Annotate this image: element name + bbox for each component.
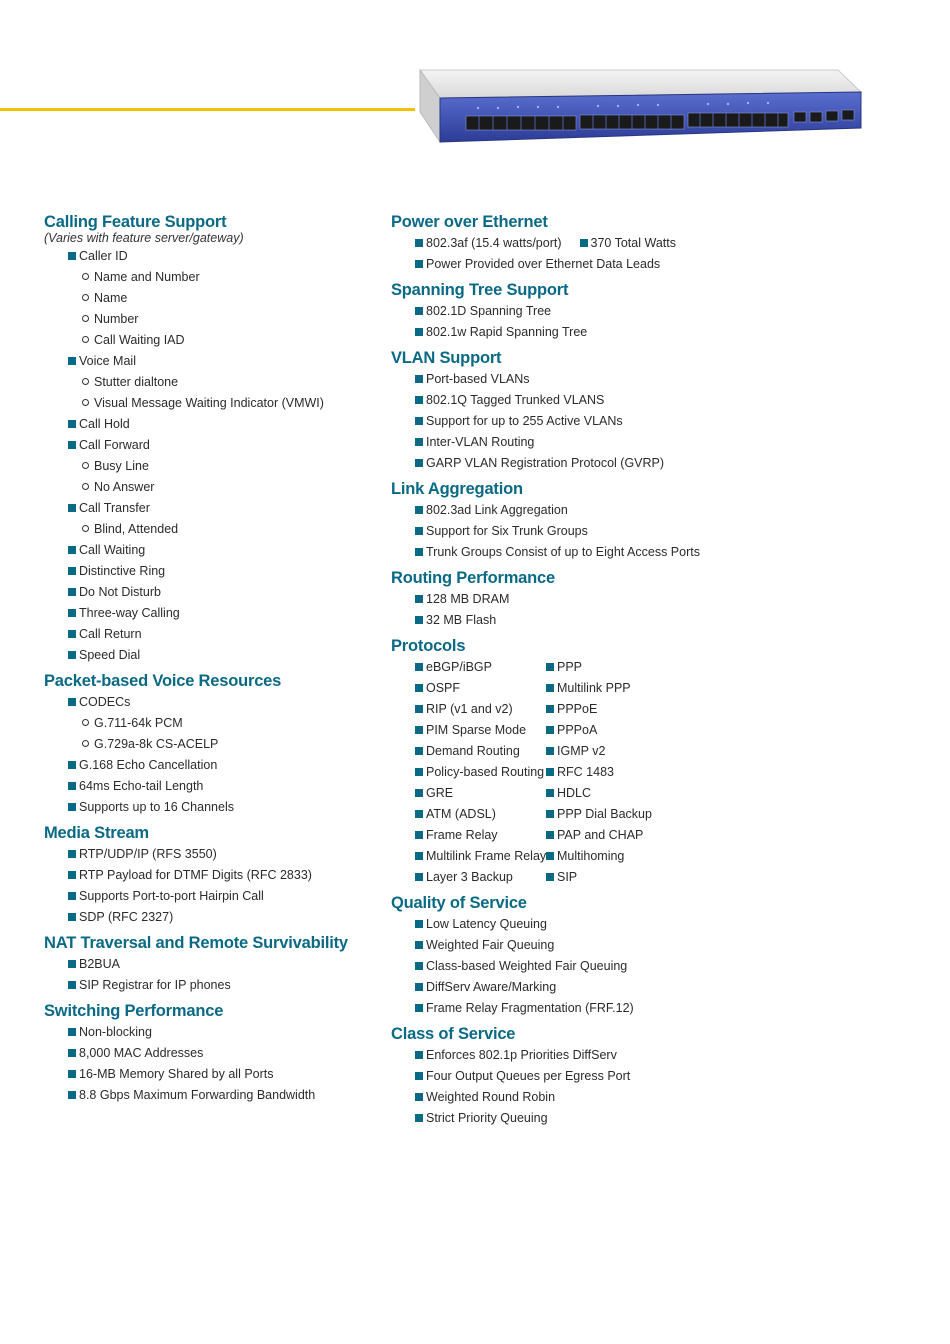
square-bullet-icon [415,527,423,535]
square-bullet-icon [68,609,76,617]
square-bullet-icon [415,396,423,404]
square-bullet-icon [68,782,76,790]
section-title: Routing Performance [391,569,555,587]
list-item: Low Latency Queuing [391,914,731,935]
list-item: Layer 3 Backup [391,867,546,888]
list-item: Weighted Fair Queuing [391,935,731,956]
list-item: Call Waiting [44,540,364,561]
square-bullet-icon [415,260,423,268]
list-item: ATM (ADSL) [391,804,546,825]
list-item: SIP [546,867,701,888]
square-bullet-icon [546,810,554,818]
list-item: Caller ID [44,246,364,267]
square-bullet-icon [415,506,423,514]
circle-bullet-icon [82,399,89,406]
list-item: PPP [546,657,701,678]
section-title: Packet-based Voice Resources [44,672,282,690]
square-bullet-icon [68,1070,76,1078]
square-bullet-icon [68,1049,76,1057]
square-bullet-icon [68,441,76,449]
square-bullet-icon [68,630,76,638]
square-bullet-icon [68,850,76,858]
list-item: OSPF [391,678,546,699]
square-bullet-icon [415,548,423,556]
square-bullet-icon [415,1114,423,1122]
list-item: Call Hold [44,414,364,435]
list-item: 64ms Echo-tail Length [44,776,364,797]
section-title: Spanning Tree Support [391,281,569,299]
square-bullet-icon [546,831,554,839]
list-item: RFC 1483 [546,762,701,783]
square-bullet-icon [415,768,423,776]
list-item: SDP (RFC 2327) [44,907,364,928]
list-item: PIM Sparse Mode [391,720,546,741]
square-bullet-icon [546,663,554,671]
list-item: GRE [391,783,546,804]
square-bullet-icon [415,438,423,446]
list-item: Distinctive Ring [44,561,364,582]
list-item: B2BUA [44,954,364,975]
right-sections-group-b [391,892,731,1129]
list-item: Speed Dial [44,645,364,666]
square-bullet-icon [68,1028,76,1036]
sub-list-item: No Answer [44,477,364,498]
sub-list-item: Stutter dialtone [44,372,364,393]
list-item: Multilink Frame Relay [391,846,546,867]
list-item: 802.3ad Link Aggregation [391,500,731,521]
square-bullet-icon [415,873,423,881]
square-bullet-icon [415,920,423,928]
section-spanning-tree-support [391,279,731,343]
section-calling-feature-support [44,211,364,666]
circle-bullet-icon [82,462,89,469]
list-item: 802.1Q Tagged Trunked VLANS [391,390,731,411]
list-item: 8,000 MAC Addresses [44,1043,364,1064]
square-bullet-icon [580,239,588,247]
section-link-aggregation [391,478,731,563]
square-bullet-icon [415,459,423,467]
list-item: Do Not Disturb [44,582,364,603]
circle-bullet-icon [82,740,89,747]
list-item: SIP Registrar for IP phones [44,975,364,996]
list-item: Demand Routing [391,741,546,762]
sub-list-item: Busy Line [44,456,364,477]
sub-list-item: Name [44,288,364,309]
square-bullet-icon [68,420,76,428]
sub-list-item: Name and Number [44,267,364,288]
square-bullet-icon [68,871,76,879]
list-item: Multilink PPP [546,678,701,699]
square-bullet-icon [415,375,423,383]
protocols-column-2 [546,657,701,888]
list-item: Three-way Calling [44,603,364,624]
list-item: 802.1w Rapid Spanning Tree [391,322,731,343]
square-bullet-icon [415,1072,423,1080]
square-bullet-icon [68,567,76,575]
list-item: Non-blocking [44,1022,364,1043]
square-bullet-icon [415,747,423,755]
list-item: Port-based VLANs [391,369,731,390]
square-bullet-icon [68,588,76,596]
list-item: Four Output Queues per Egress Port [391,1066,731,1087]
square-bullet-icon [415,328,423,336]
list-item: RTP/UDP/IP (RFS 3550) [44,844,364,865]
square-bullet-icon [68,504,76,512]
circle-bullet-icon [82,336,89,343]
square-bullet-icon [68,960,76,968]
sub-list-item: Call Waiting IAD [44,330,364,351]
square-bullet-icon [415,1051,423,1059]
square-bullet-icon [415,307,423,315]
list-item: CODECs [44,692,364,713]
list-item: Inter-VLAN Routing [391,432,731,453]
square-bullet-icon [68,913,76,921]
list-item: Call Return [44,624,364,645]
list-item: HDLC [546,783,701,804]
list-item: PPPoA [546,720,701,741]
list-item: Call Transfer [44,498,364,519]
list-item: G.168 Echo Cancellation [44,755,364,776]
square-bullet-icon [415,852,423,860]
circle-bullet-icon [82,719,89,726]
section-title: Media Stream [44,824,149,842]
list-item: 370 Total Watts [580,233,676,254]
sub-list-item: Number [44,309,364,330]
section-routing-performance [391,567,731,631]
list-item: Weighted Round Robin [391,1087,731,1108]
circle-bullet-icon [82,378,89,385]
sub-list-item: Visual Message Waiting Indicator (VMWI) [44,393,364,414]
list-item: PPP Dial Backup [546,804,701,825]
circle-bullet-icon [82,294,89,301]
square-bullet-icon [546,852,554,860]
section-title: VLAN Support [391,349,502,367]
list-item: 802.1D Spanning Tree [391,301,731,322]
list-item: Supports up to 16 Channels [44,797,364,818]
square-bullet-icon [415,595,423,603]
square-bullet-icon [415,239,423,247]
list-item: 16-MB Memory Shared by all Ports [44,1064,364,1085]
list-item: Policy-based Routing [391,762,546,783]
list-item: PAP and CHAP [546,825,701,846]
network-switch-image [418,68,863,146]
section-title: Class of Service [391,1025,516,1043]
list-item: Trunk Groups Consist of up to Eight Access Ports [391,542,731,563]
section-title: Link Aggregation [391,480,523,498]
list-item: Strict Priority Queuing [391,1108,731,1129]
list-item: Frame Relay [391,825,546,846]
list-item: PPPoE [546,699,701,720]
square-bullet-icon [546,768,554,776]
section-title: Protocols [391,637,466,655]
square-bullet-icon [68,357,76,365]
section-nat-traversal [44,932,364,996]
section-protocols [391,635,731,888]
sub-list-item: G.711-64k PCM [44,713,364,734]
square-bullet-icon [415,789,423,797]
list-item: 128 MB DRAM [391,589,731,610]
square-bullet-icon [68,1091,76,1099]
sub-list-item: G.729a-8k CS-ACELP [44,734,364,755]
square-bullet-icon [68,981,76,989]
square-bullet-icon [68,252,76,260]
square-bullet-icon [546,726,554,734]
square-bullet-icon [415,726,423,734]
section-title: Switching Performance [44,1002,224,1020]
right-column [391,211,731,1133]
square-bullet-icon [415,831,423,839]
section-packet-voice-resources [44,670,364,818]
list-item: eBGP/iBGP [391,657,546,678]
square-bullet-icon [415,417,423,425]
circle-bullet-icon [82,525,89,532]
circle-bullet-icon [82,315,89,322]
section-title: NAT Traversal and Remote Survivability [44,934,348,952]
square-bullet-icon [68,546,76,554]
list-item: Call Forward [44,435,364,456]
square-bullet-icon [415,705,423,713]
list-item: 802.3af (15.4 watts/port) [391,233,562,254]
square-bullet-icon [415,663,423,671]
square-bullet-icon [415,983,423,991]
square-bullet-icon [415,1093,423,1101]
list-item: Support for Six Trunk Groups [391,521,731,542]
list-item: 8.8 Gbps Maximum Forwarding Bandwidth [44,1085,364,1106]
list-item: GARP VLAN Registration Protocol (GVRP) [391,453,731,474]
section-switching-performance [44,1000,364,1106]
list-item: Frame Relay Fragmentation (FRF.12) [391,998,731,1019]
section-class-of-service [391,1023,731,1129]
section-power-over-ethernet [391,211,731,275]
header-accent-rule [0,108,415,111]
list-item: RIP (v1 and v2) [391,699,546,720]
section-title: Calling Feature Support [44,213,227,231]
list-item: Support for up to 255 Active VLANs [391,411,731,432]
square-bullet-icon [68,761,76,769]
square-bullet-icon [415,616,423,624]
square-bullet-icon [68,803,76,811]
left-column [44,211,364,1110]
list-item: Power Provided over Ethernet Data Leads [391,254,731,275]
square-bullet-icon [68,651,76,659]
section-vlan-support [391,347,731,474]
list-item: Enforces 802.1p Priorities DiffServ [391,1045,731,1066]
square-bullet-icon [546,873,554,881]
section-quality-of-service [391,892,731,1019]
section-subtitle: (Varies with feature server/gateway) [44,231,244,245]
square-bullet-icon [415,1004,423,1012]
square-bullet-icon [415,962,423,970]
list-item: 32 MB Flash [391,610,731,631]
square-bullet-icon [546,705,554,713]
circle-bullet-icon [82,273,89,280]
right-sections-group-a [391,279,731,631]
square-bullet-icon [68,698,76,706]
list-item: RTP Payload for DTMF Digits (RFC 2833) [44,865,364,886]
section-title: Power over Ethernet [391,213,548,231]
list-item: DiffServ Aware/Marking [391,977,731,998]
circle-bullet-icon [82,483,89,490]
list-item: Class-based Weighted Fair Queuing [391,956,731,977]
list-item: Supports Port-to-port Hairpin Call [44,886,364,907]
list-item: Voice Mail [44,351,364,372]
square-bullet-icon [546,747,554,755]
square-bullet-icon [415,941,423,949]
square-bullet-icon [415,810,423,818]
list-item: IGMP v2 [546,741,701,762]
section-media-stream [44,822,364,928]
sub-list-item: Blind, Attended [44,519,364,540]
protocols-column-1 [391,657,546,888]
list-item: Multihoming [546,846,701,867]
square-bullet-icon [68,892,76,900]
section-title: Quality of Service [391,894,527,912]
square-bullet-icon [546,684,554,692]
square-bullet-icon [415,684,423,692]
square-bullet-icon [546,789,554,797]
